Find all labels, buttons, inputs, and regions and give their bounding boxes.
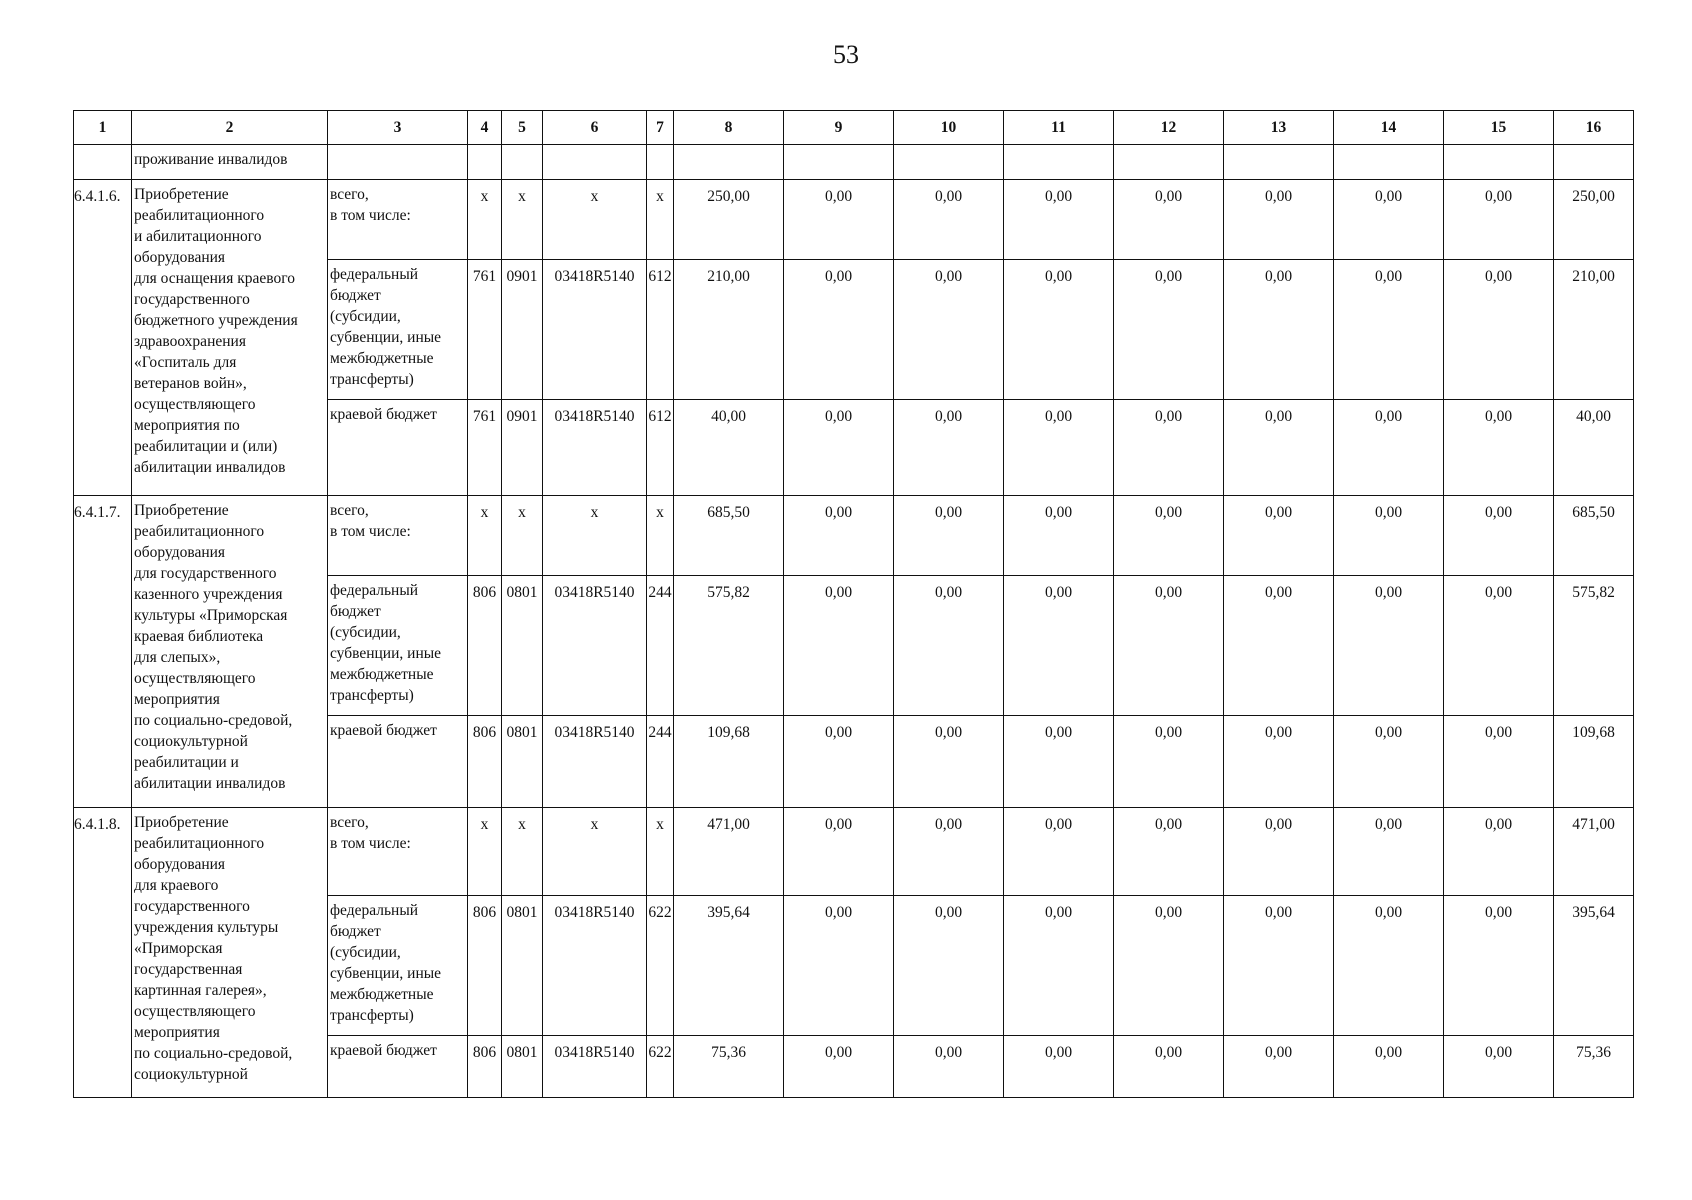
amount-cell: 0,00 xyxy=(1444,716,1554,808)
funding-source xyxy=(328,180,468,260)
amount-cell: 0,00 xyxy=(1224,496,1334,576)
column-header: 14 xyxy=(1334,111,1444,145)
funding-source-line: в том числе: xyxy=(330,835,411,852)
column-header: 5 xyxy=(502,111,543,145)
amount-cell: 0,00 xyxy=(1114,716,1224,808)
item-name xyxy=(132,496,328,808)
funding-source-line: краевой бюджет xyxy=(330,722,437,739)
amount-cell: 0,00 xyxy=(894,896,1004,1036)
funding-source-line: (субсидии, xyxy=(330,944,401,961)
budget-code-c6: 03418R5140 xyxy=(543,716,647,808)
column-header: 4 xyxy=(468,111,502,145)
item-name-line: государственного xyxy=(134,898,250,915)
budget-code-c6: 03418R5140 xyxy=(543,400,647,496)
funding-source-line: в том числе: xyxy=(330,207,411,224)
amount-cell: 0,00 xyxy=(1004,400,1114,496)
amount-cell: 0,00 xyxy=(894,716,1004,808)
amount-cell: 0,00 xyxy=(1334,260,1444,400)
amount-cell: 0,00 xyxy=(784,400,894,496)
budget-code-c4: 806 xyxy=(468,576,502,716)
budget-code-c6: х xyxy=(543,808,647,896)
budget-code-c4: х xyxy=(468,496,502,576)
funding-source xyxy=(328,716,468,808)
amount-cell: 685,50 xyxy=(1554,496,1634,576)
budget-code-c5: 0801 xyxy=(502,716,543,808)
amount-cell: 250,00 xyxy=(1554,180,1634,260)
item-name-line: казенного учреждения xyxy=(134,586,283,603)
amount-cell: 0,00 xyxy=(784,1036,894,1098)
table-cell xyxy=(74,145,132,180)
item-name-line: абилитации инвалидов xyxy=(134,775,286,792)
column-header: 10 xyxy=(894,111,1004,145)
item-name-line: для государственного xyxy=(134,565,277,582)
funding-source-line: краевой бюджет xyxy=(330,1042,437,1059)
amount-cell: 0,00 xyxy=(1114,1036,1224,1098)
budget-table xyxy=(73,110,1634,1098)
funding-source-line: межбюджетные xyxy=(330,666,434,683)
funding-source-line: краевой бюджет xyxy=(330,406,437,423)
amount-cell: 0,00 xyxy=(784,260,894,400)
budget-code-c6: х xyxy=(543,496,647,576)
amount-cell: 0,00 xyxy=(1444,808,1554,896)
amount-cell: 0,00 xyxy=(894,1036,1004,1098)
amount-cell: 0,00 xyxy=(784,896,894,1036)
funding-source xyxy=(328,496,468,576)
amount-cell: 0,00 xyxy=(1004,576,1114,716)
item-name-line: реабилитационного xyxy=(134,835,265,852)
amount-cell: 685,50 xyxy=(674,496,784,576)
budget-code-c4: 761 xyxy=(468,260,502,400)
amount-cell: 0,00 xyxy=(1114,808,1224,896)
budget-code-c6: х xyxy=(543,180,647,260)
funding-source-line: межбюджетные xyxy=(330,350,434,367)
item-name-line: для слепых», xyxy=(134,649,221,666)
funding-source-line: федеральный xyxy=(330,266,419,283)
table-cell xyxy=(1004,145,1114,180)
amount-cell: 0,00 xyxy=(1444,180,1554,260)
amount-cell: 0,00 xyxy=(1334,400,1444,496)
amount-cell: 0,00 xyxy=(784,576,894,716)
budget-code-c7: х xyxy=(647,496,674,576)
budget-code-c6: 03418R5140 xyxy=(543,896,647,1036)
item-name-line: здравоохранения xyxy=(134,333,246,350)
amount-cell: 0,00 xyxy=(1224,716,1334,808)
funding-source-line: бюджет xyxy=(330,287,381,304)
item-name-line: Приобретение xyxy=(134,186,229,203)
table-cell xyxy=(1334,145,1444,180)
funding-source-line: бюджет xyxy=(330,603,381,620)
budget-code-c5: 0901 xyxy=(502,260,543,400)
table-cell xyxy=(1224,145,1334,180)
item-name-line: мероприятия по xyxy=(134,417,240,434)
item-name-line: осуществляющего xyxy=(134,1003,256,1020)
amount-cell: 0,00 xyxy=(784,180,894,260)
amount-cell: 0,00 xyxy=(1224,808,1334,896)
column-header: 13 xyxy=(1224,111,1334,145)
item-name-line: мероприятия xyxy=(134,1024,220,1041)
amount-cell: 75,36 xyxy=(1554,1036,1634,1098)
amount-cell: 0,00 xyxy=(894,400,1004,496)
budget-code-c5: х xyxy=(502,180,543,260)
table-cell xyxy=(647,145,674,180)
column-header: 16 xyxy=(1554,111,1634,145)
table-cell xyxy=(328,145,468,180)
table-cell xyxy=(674,145,784,180)
table-cell xyxy=(1444,145,1554,180)
budget-code-c5: 0901 xyxy=(502,400,543,496)
amount-cell: 0,00 xyxy=(1004,496,1114,576)
column-header: 12 xyxy=(1114,111,1224,145)
budget-code-c5: 0801 xyxy=(502,896,543,1036)
funding-source xyxy=(328,808,468,896)
funding-source-line: (субсидии, xyxy=(330,308,401,325)
budget-code-c6: 03418R5140 xyxy=(543,1036,647,1098)
budget-code-c5: 0801 xyxy=(502,1036,543,1098)
funding-source xyxy=(328,1036,468,1098)
item-name-line: оборудования xyxy=(134,544,226,561)
amount-cell: 0,00 xyxy=(1224,180,1334,260)
funding-source xyxy=(328,260,468,400)
item-name-line: осуществляющего xyxy=(134,670,256,687)
amount-cell: 0,00 xyxy=(1444,400,1554,496)
column-header: 15 xyxy=(1444,111,1554,145)
funding-source-line: трансферты) xyxy=(330,1007,414,1024)
amount-cell: 0,00 xyxy=(1114,400,1224,496)
item-name-line: и абилитационного xyxy=(134,228,262,245)
item-name-line: краевая библиотека xyxy=(134,628,264,645)
table-body xyxy=(74,145,1634,1098)
header-row xyxy=(74,111,1634,145)
funding-source xyxy=(328,896,468,1036)
table-cell xyxy=(502,145,543,180)
table-row xyxy=(74,180,1634,260)
item-name-line: оборудования xyxy=(134,249,226,266)
amount-cell: 0,00 xyxy=(1224,400,1334,496)
continuation-row xyxy=(74,145,1634,180)
amount-cell: 40,00 xyxy=(1554,400,1634,496)
amount-cell: 0,00 xyxy=(1114,896,1224,1036)
amount-cell: 0,00 xyxy=(1224,896,1334,1036)
amount-cell: 0,00 xyxy=(1334,1036,1444,1098)
amount-cell: 0,00 xyxy=(1114,260,1224,400)
funding-source-line: всего, xyxy=(330,502,369,519)
table-cell xyxy=(468,145,502,180)
funding-source-line: трансферты) xyxy=(330,371,414,388)
amount-cell: 0,00 xyxy=(1444,896,1554,1036)
item-name-line: социокультурной xyxy=(134,733,248,750)
amount-cell: 0,00 xyxy=(1004,260,1114,400)
budget-code-c6: 03418R5140 xyxy=(543,260,647,400)
amount-cell: 0,00 xyxy=(1004,896,1114,1036)
budget-code-c7: х xyxy=(647,180,674,260)
item-name-line: ветеранов войн», xyxy=(134,375,247,392)
amount-cell: 0,00 xyxy=(1334,716,1444,808)
item-name-line: реабилитационного xyxy=(134,207,265,224)
amount-cell: 0,00 xyxy=(894,808,1004,896)
amount-cell: 0,00 xyxy=(1004,180,1114,260)
item-name-line: учреждения культуры xyxy=(134,919,279,936)
amount-cell: 109,68 xyxy=(1554,716,1634,808)
funding-source-line: трансферты) xyxy=(330,687,414,704)
item-name-continuation: проживание инвалидов xyxy=(132,145,328,180)
column-header: 9 xyxy=(784,111,894,145)
budget-code-c7: 612 xyxy=(647,260,674,400)
amount-cell: 0,00 xyxy=(1224,1036,1334,1098)
funding-source-line: субвенции, иные xyxy=(330,645,442,662)
amount-cell: 395,64 xyxy=(1554,896,1634,1036)
item-name-line: «Приморская xyxy=(134,940,223,957)
amount-cell: 210,00 xyxy=(674,260,784,400)
item-name-line: государственная xyxy=(134,961,243,978)
item-name-line: Приобретение xyxy=(134,502,229,519)
table-cell xyxy=(784,145,894,180)
amount-cell: 471,00 xyxy=(1554,808,1634,896)
amount-cell: 0,00 xyxy=(1004,1036,1114,1098)
item-name-line: мероприятия xyxy=(134,691,220,708)
item-name-line: реабилитационного xyxy=(134,523,265,540)
budget-code-c4: 761 xyxy=(468,400,502,496)
table-row xyxy=(74,808,1634,896)
funding-source-line: всего, xyxy=(330,814,369,831)
amount-cell: 0,00 xyxy=(1224,260,1334,400)
item-name-line: осуществляющего xyxy=(134,396,256,413)
column-header: 2 xyxy=(132,111,328,145)
funding-source-line: субвенции, иные xyxy=(330,329,442,346)
column-header: 7 xyxy=(647,111,674,145)
amount-cell: 0,00 xyxy=(1334,896,1444,1036)
amount-cell: 0,00 xyxy=(784,496,894,576)
budget-code-c7: 244 xyxy=(647,716,674,808)
item-name-line: социокультурной xyxy=(134,1066,248,1083)
amount-cell: 0,00 xyxy=(1444,496,1554,576)
column-header: 6 xyxy=(543,111,647,145)
funding-source-line: в том числе: xyxy=(330,523,411,540)
budget-code-c4: х xyxy=(468,180,502,260)
page-number: 53 xyxy=(833,40,859,69)
item-name-line: «Госпиталь для xyxy=(134,354,237,371)
amount-cell: 575,82 xyxy=(1554,576,1634,716)
budget-code-c4: 806 xyxy=(468,1036,502,1098)
item-name-line: для краевого xyxy=(134,877,219,894)
budget-code-c7: 622 xyxy=(647,896,674,1036)
amount-cell: 75,36 xyxy=(674,1036,784,1098)
budget-code-c7: 244 xyxy=(647,576,674,716)
item-name xyxy=(132,808,328,1098)
budget-code-c5: 0801 xyxy=(502,576,543,716)
funding-source-line: федеральный xyxy=(330,902,419,919)
amount-cell: 0,00 xyxy=(1444,576,1554,716)
column-header: 11 xyxy=(1004,111,1114,145)
item-name-line: оборудования xyxy=(134,856,226,873)
budget-code-c7: 622 xyxy=(647,1036,674,1098)
column-header: 1 xyxy=(74,111,132,145)
funding-source-line: (субсидии, xyxy=(330,624,401,641)
funding-source-line: всего, xyxy=(330,186,369,203)
amount-cell: 471,00 xyxy=(674,808,784,896)
table-cell xyxy=(1114,145,1224,180)
funding-source-line: федеральный xyxy=(330,582,419,599)
table-cell xyxy=(543,145,647,180)
table-cell xyxy=(894,145,1004,180)
amount-cell: 0,00 xyxy=(1114,576,1224,716)
item-code: 6.4.1.6. xyxy=(74,180,132,496)
amount-cell: 40,00 xyxy=(674,400,784,496)
funding-source xyxy=(328,400,468,496)
amount-cell: 0,00 xyxy=(894,180,1004,260)
amount-cell: 575,82 xyxy=(674,576,784,716)
amount-cell: 0,00 xyxy=(1334,496,1444,576)
column-header: 3 xyxy=(328,111,468,145)
item-name-line: картинная галерея», xyxy=(134,982,267,999)
funding-source-line: субвенции, иные xyxy=(330,965,442,982)
funding-source-line: бюджет xyxy=(330,923,381,940)
amount-cell: 0,00 xyxy=(1004,716,1114,808)
budget-code-c7: 612 xyxy=(647,400,674,496)
amount-cell: 250,00 xyxy=(674,180,784,260)
amount-cell: 0,00 xyxy=(1334,576,1444,716)
amount-cell: 0,00 xyxy=(1334,180,1444,260)
item-name-line: Приобретение xyxy=(134,814,229,831)
amount-cell: 0,00 xyxy=(1444,1036,1554,1098)
item-name-line: по социально-средовой, xyxy=(134,1045,293,1062)
table-row xyxy=(74,496,1634,576)
budget-code-c4: х xyxy=(468,808,502,896)
item-code: 6.4.1.7. xyxy=(74,496,132,808)
column-header: 8 xyxy=(674,111,784,145)
item-name-line: бюджетного учреждения xyxy=(134,312,298,329)
item-name-line: для оснащения краевого xyxy=(134,270,295,287)
amount-cell: 0,00 xyxy=(1334,808,1444,896)
amount-cell: 0,00 xyxy=(1224,576,1334,716)
amount-cell: 0,00 xyxy=(894,496,1004,576)
item-name-line: культуры «Приморская xyxy=(134,607,288,624)
item-name-line: реабилитации и xyxy=(134,754,239,771)
item-name-line: реабилитации и (или) xyxy=(134,438,278,455)
budget-code-c4: 806 xyxy=(468,896,502,1036)
item-name-line: государственного xyxy=(134,291,250,308)
amount-cell: 0,00 xyxy=(894,260,1004,400)
amount-cell: 395,64 xyxy=(674,896,784,1036)
amount-cell: 0,00 xyxy=(1004,808,1114,896)
funding-source xyxy=(328,576,468,716)
amount-cell: 0,00 xyxy=(894,576,1004,716)
budget-code-c5: х xyxy=(502,496,543,576)
item-name-line: по социально-средовой, xyxy=(134,712,293,729)
budget-code-c7: х xyxy=(647,808,674,896)
budget-code-c6: 03418R5140 xyxy=(543,576,647,716)
budget-code-c4: 806 xyxy=(468,716,502,808)
budget-code-c5: х xyxy=(502,808,543,896)
amount-cell: 0,00 xyxy=(1444,260,1554,400)
item-code: 6.4.1.8. xyxy=(74,808,132,1098)
amount-cell: 0,00 xyxy=(784,808,894,896)
item-name-line: абилитации инвалидов xyxy=(134,459,286,476)
funding-source-line: межбюджетные xyxy=(330,986,434,1003)
table-cell xyxy=(1554,145,1634,180)
amount-cell: 109,68 xyxy=(674,716,784,808)
item-name xyxy=(132,180,328,496)
amount-cell: 0,00 xyxy=(1114,180,1224,260)
amount-cell: 0,00 xyxy=(784,716,894,808)
amount-cell: 210,00 xyxy=(1554,260,1634,400)
amount-cell: 0,00 xyxy=(1114,496,1224,576)
